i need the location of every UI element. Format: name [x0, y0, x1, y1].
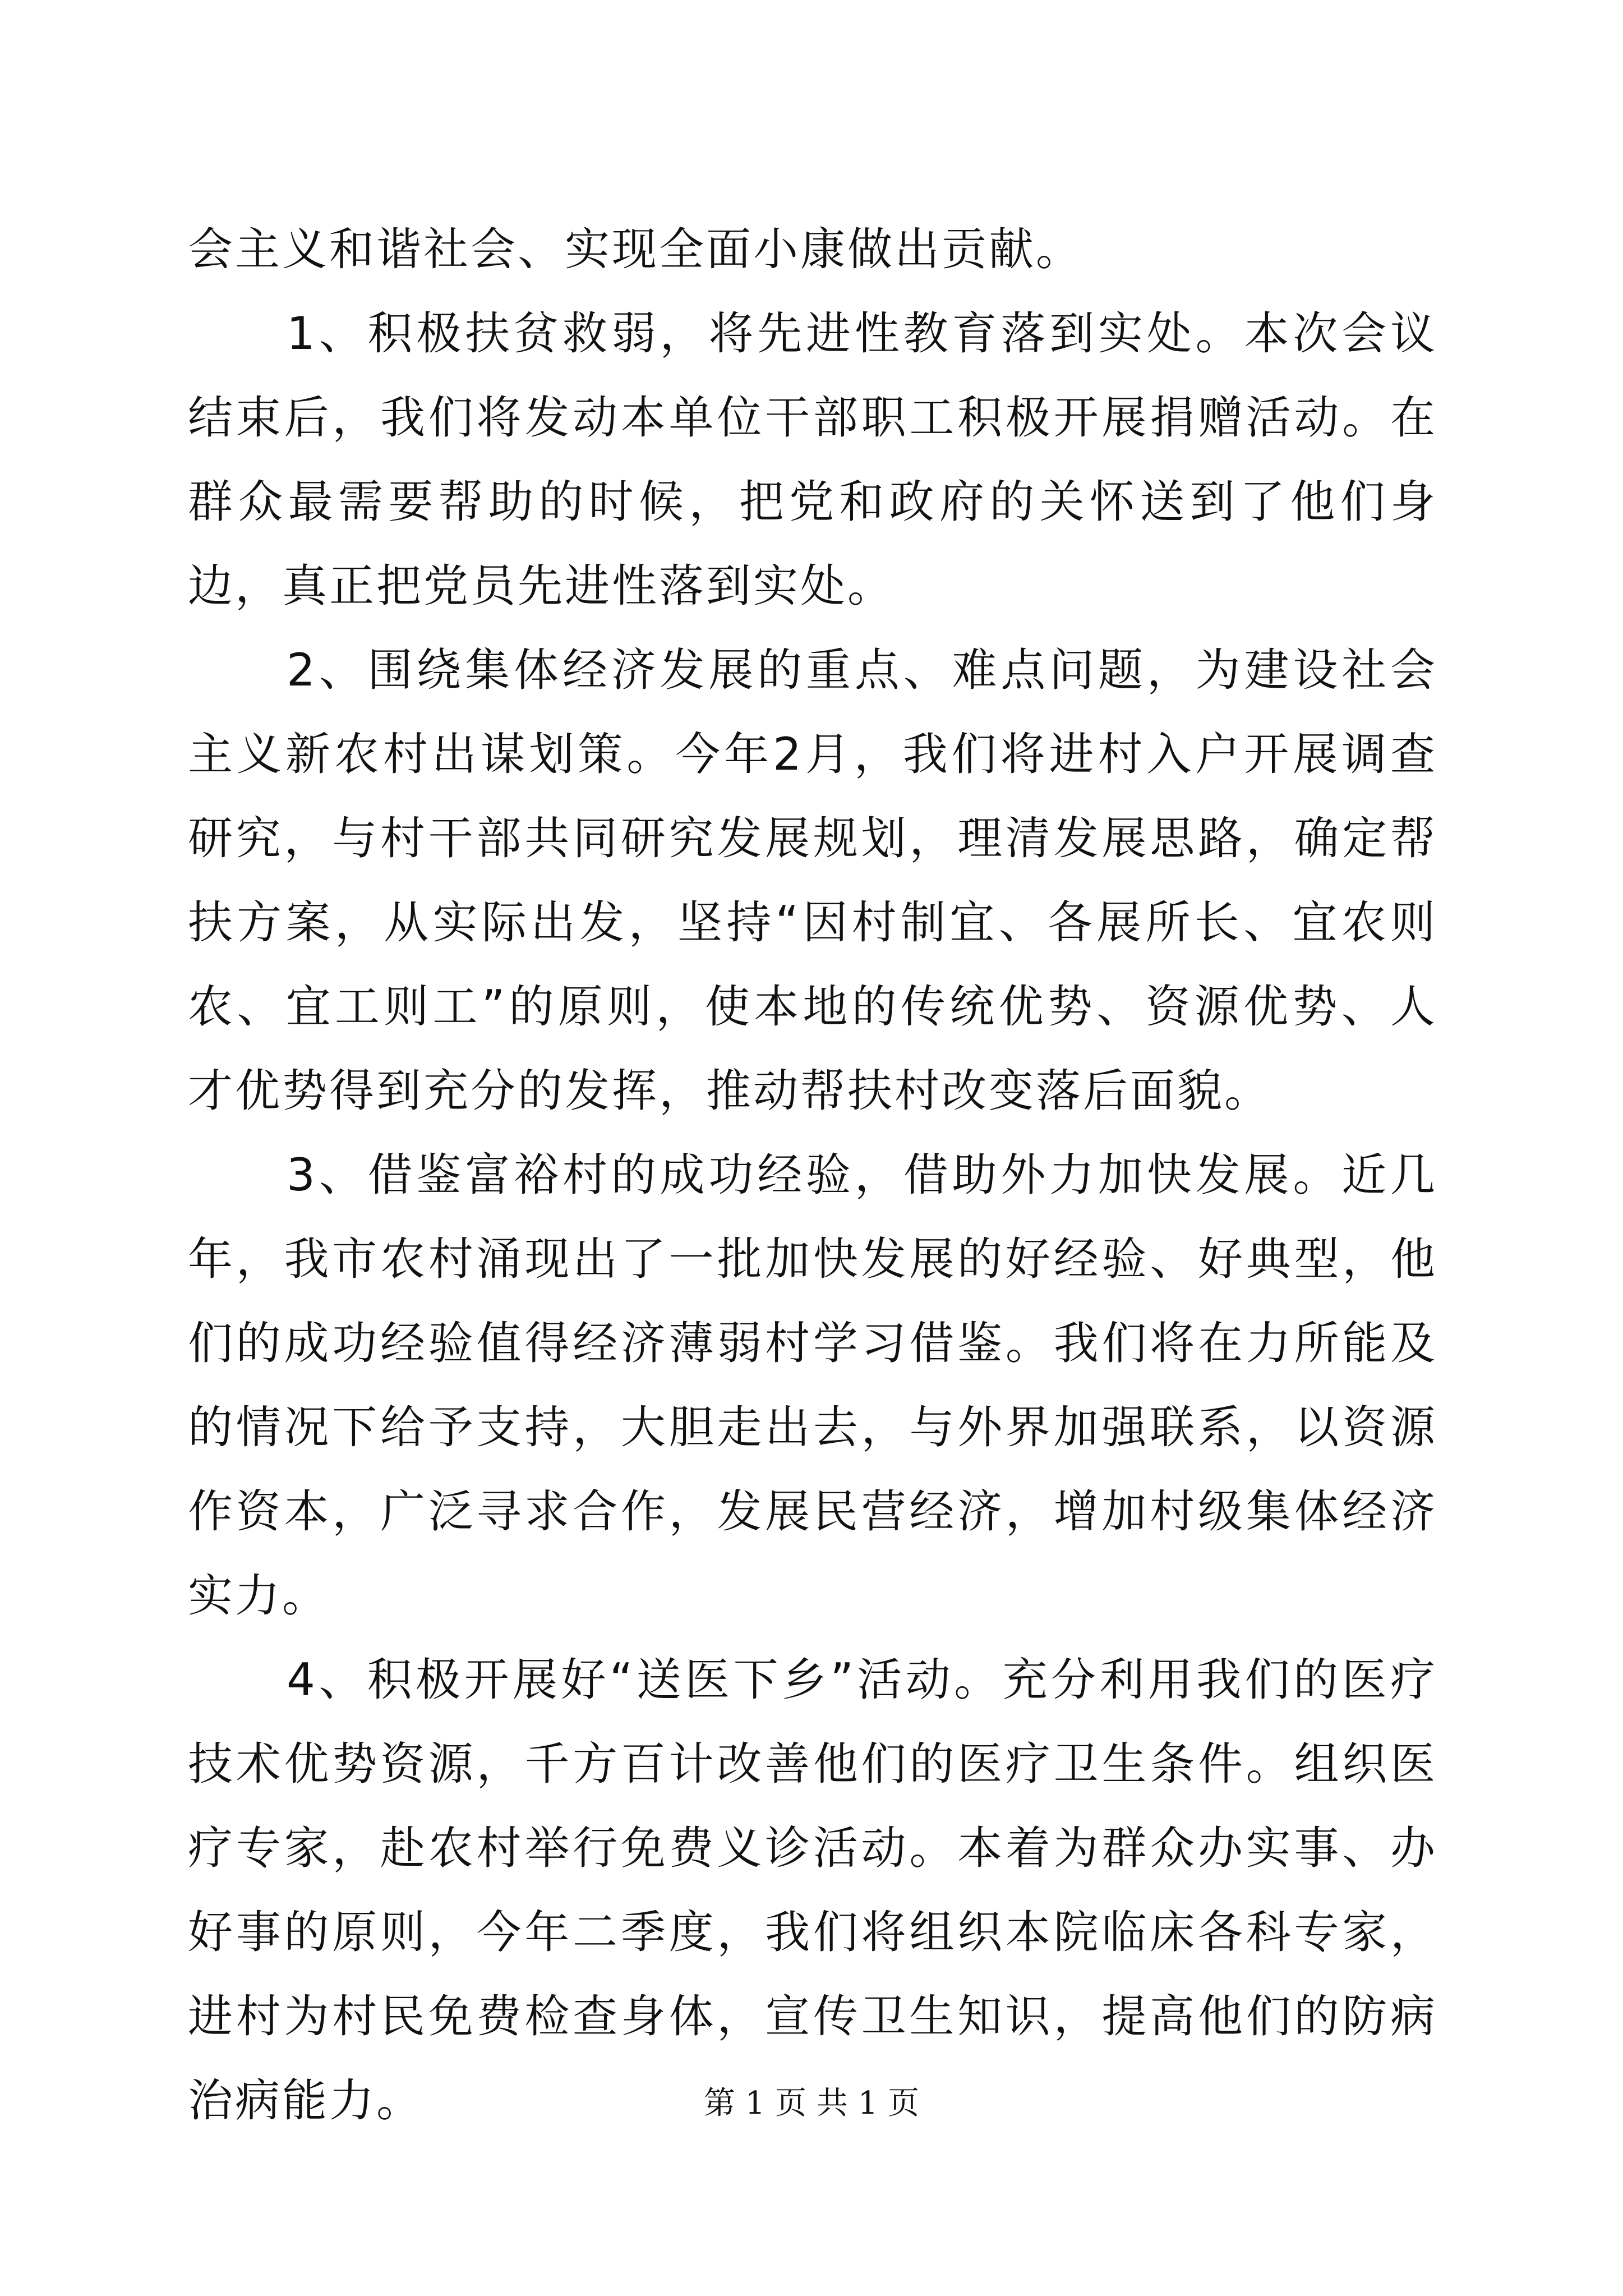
paragraph-item-2: 2、围绕集体经济发展的重点、难点问题，为建设社会主义新农村出谋划策。今年2月，我们将进村入户开展调查研究，与村干部共同研究发展规划，理清发展思路，确定帮扶方案，从实际出发，坚持“因村制宜、各展所长、宜农则农、宜工则工”的原则，使本地的传统优势、资源优势、人才优势得到充分的发挥，推动帮扶村改变落后面貌。	[188, 644, 1437, 1117]
document-body	[188, 208, 1437, 2143]
paragraph-item-1: 1、积极扶贫救弱，将先进性教育落到实处。本次会议结束后，我们将发动本单位干部职工积极开展捐赠活动。在群众最需要帮助的时候，把党和政府的关怀送到了他们身边，真正把党员先进性落到实处。	[188, 307, 1437, 612]
page-number-footer: 第 1 页 共 1 页	[703, 2085, 920, 2122]
paragraph-item-4: 4、积极开展好“送医下乡”活动。充分利用我们的医疗技术优势资源，千方百计改善他们的医疗卫生条件。组织医疗专家，赴农村举行免费义诊活动。本着为群众办实事、办好事的原则，今年二季度，我们将组织本院临床各科专家，进村为村民免费检查身体，宣传卫生知识，提高他们的防病治病能力。	[188, 1654, 1437, 2127]
paragraph-continuation: 会主义和谐社会、实现全面小康做出贡献。	[188, 223, 1083, 275]
paragraph-item-3: 3、借鉴富裕村的成功经验，借助外力加快发展。近几年，我市农村涌现出了一批加快发展的好经验、好典型，他们的成功经验值得经济薄弱村学习借鉴。我们将在力所能及的情况下给予支持，大胆走出去，与外界加强联系，以资源作资本，广泛寻求合作，发展民营经济，增加村级集体经济实力。	[188, 1149, 1437, 1622]
